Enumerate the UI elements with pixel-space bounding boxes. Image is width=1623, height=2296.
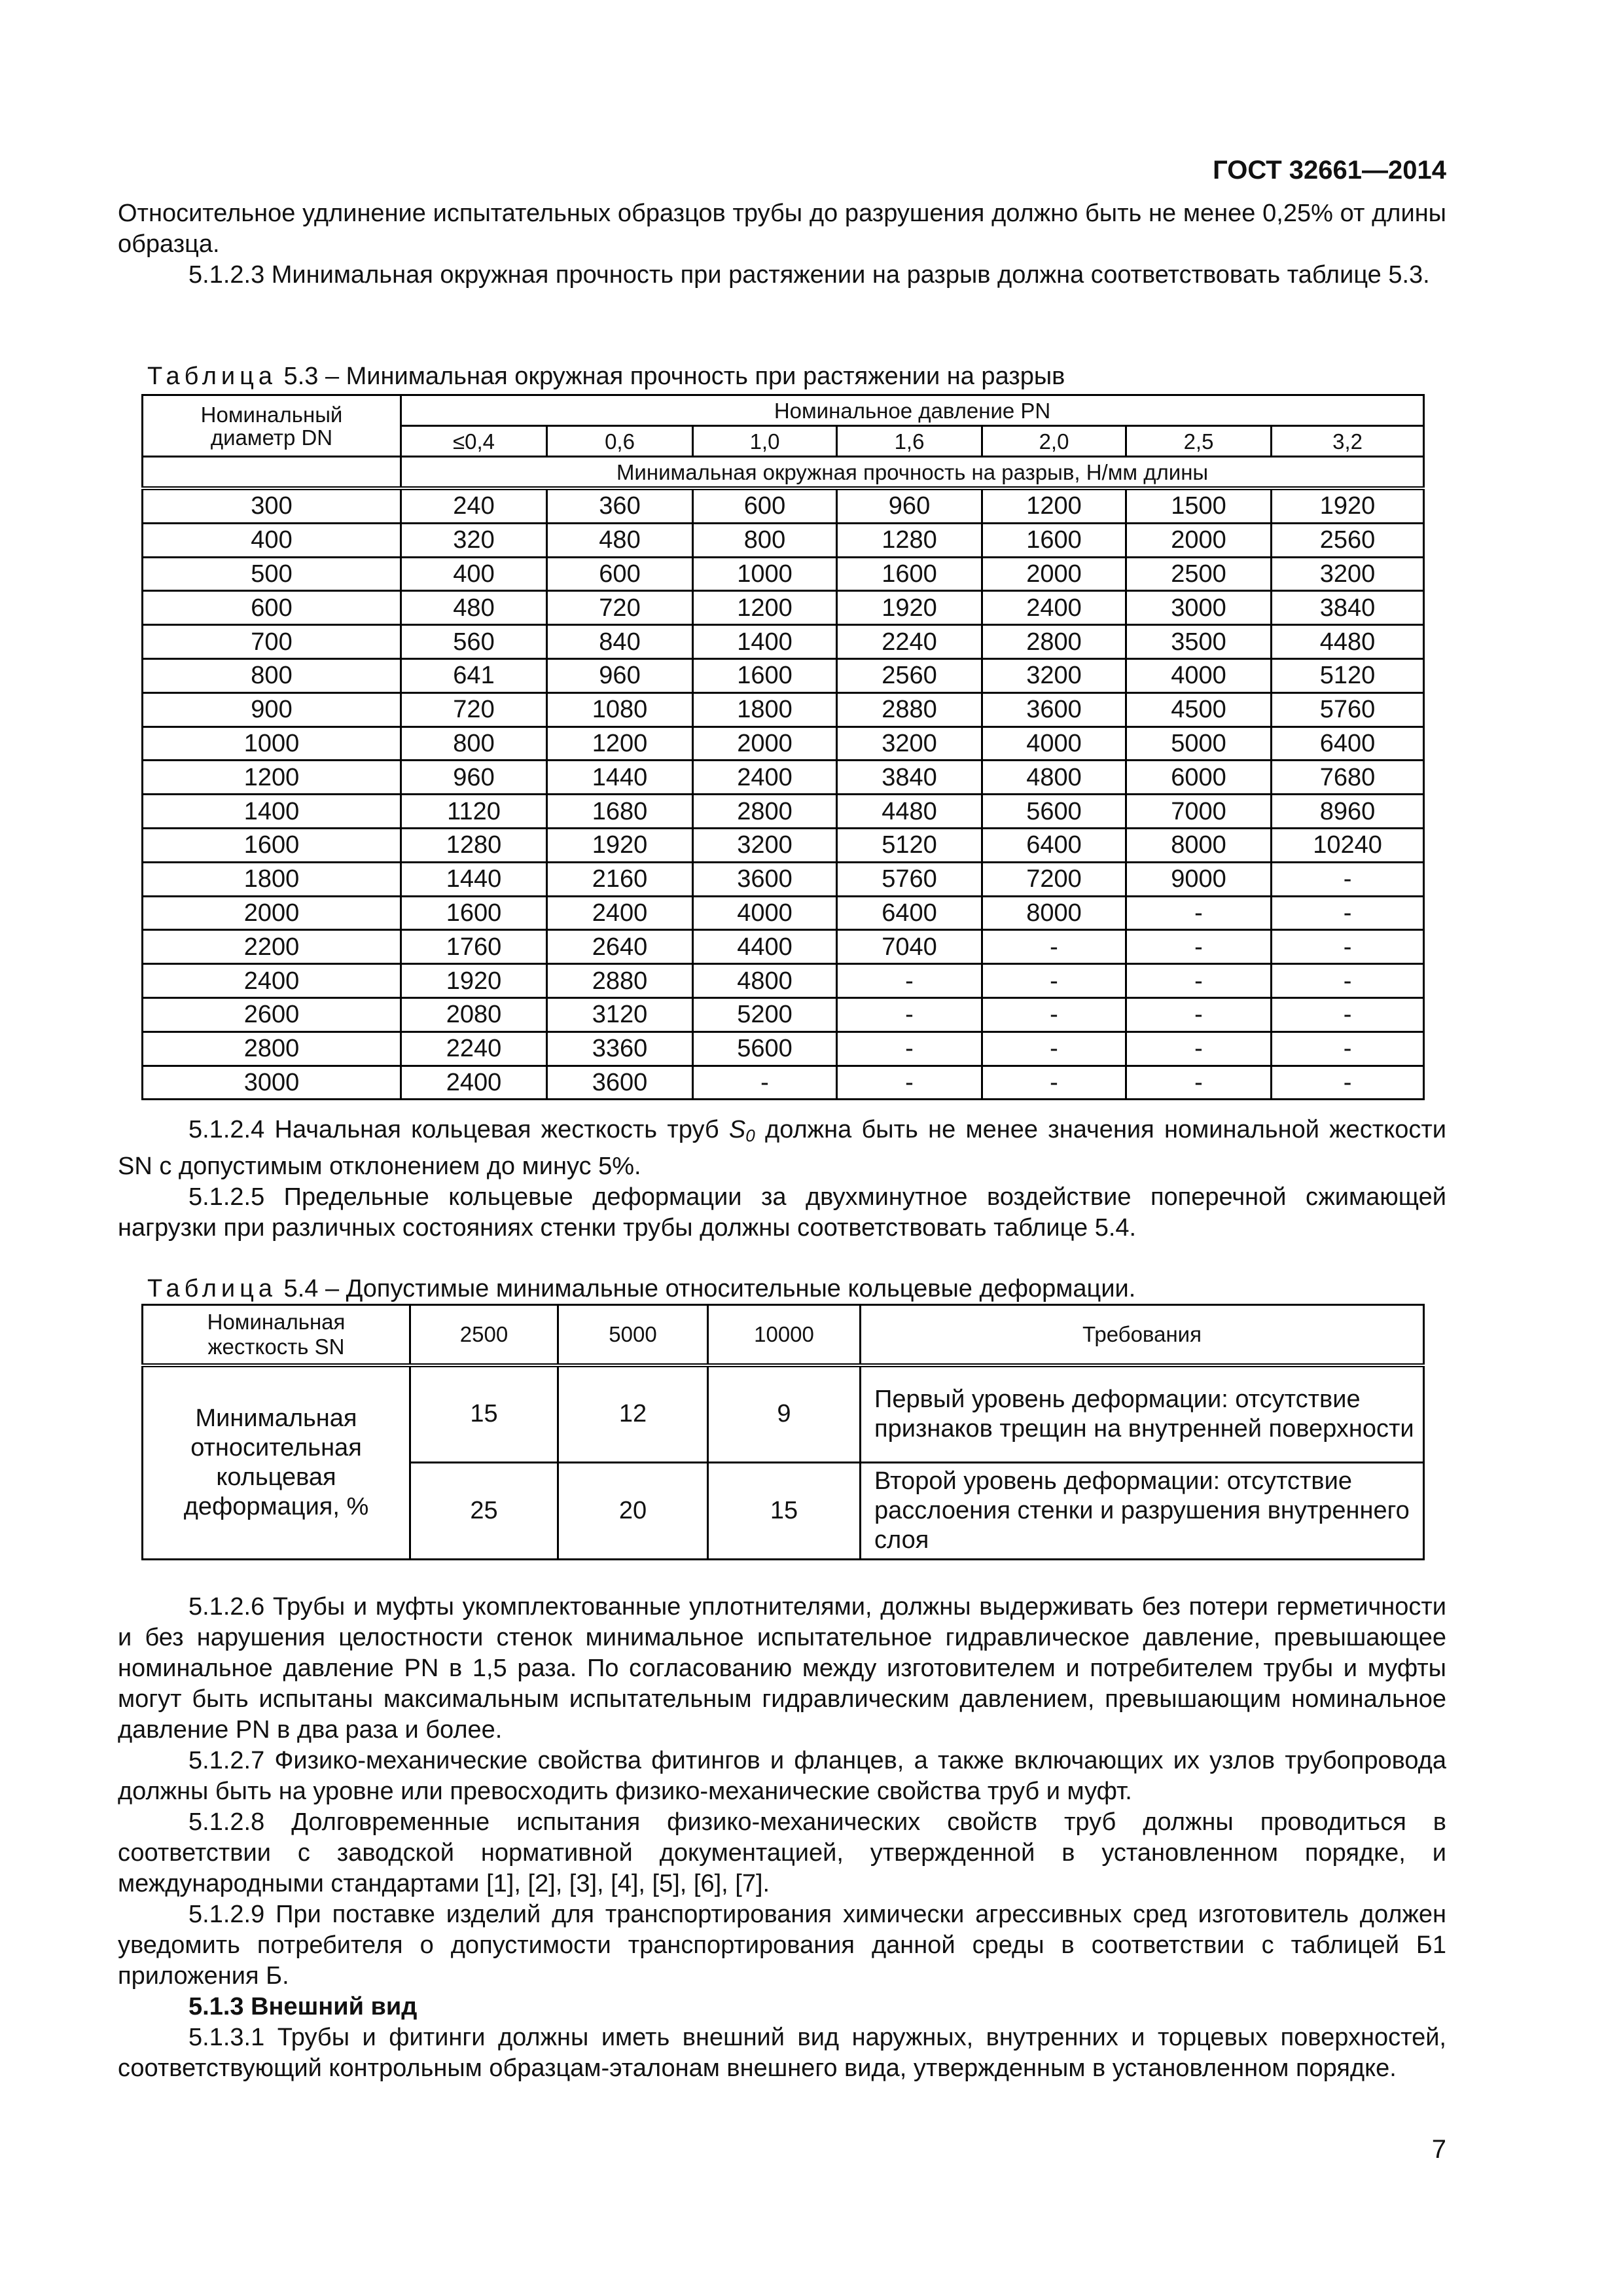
cell-strength: 1280 xyxy=(837,523,982,557)
table-row xyxy=(143,658,1424,692)
cell-strength: 560 xyxy=(401,625,547,659)
table-row xyxy=(143,896,1424,930)
paragraph-5-1-2-3: 5.1.2.3 Минимальная окружная прочность при растяжении на разрыв должна соответствовать таблице 5.3. xyxy=(188,261,1430,289)
cell-strength: 2240 xyxy=(837,625,982,659)
cell-strength: 4500 xyxy=(1126,692,1272,726)
cell-strength: - xyxy=(982,964,1126,998)
cell-requirement: Первый уровень деформации: отсутствие признаков трещин на внутренней поверхности xyxy=(861,1365,1424,1462)
table-row xyxy=(143,488,1424,523)
cell-strength: 5760 xyxy=(837,862,982,896)
cell-strength: 600 xyxy=(547,557,693,591)
cell-strength: 4480 xyxy=(1272,625,1424,659)
table-row xyxy=(143,964,1424,998)
cell-strength: - xyxy=(1272,896,1424,930)
paragraph-5-1-2-4: 5.1.2.4 Начальная кольцевая жесткость труб S0 должна быть не менее значения номинальной жесткости SN с допустимым отклонением до минус 5%. xyxy=(118,1116,1446,1180)
cell-strength: 1080 xyxy=(547,692,693,726)
cell-diameter: 1600 xyxy=(143,828,401,862)
cell-strength: 3840 xyxy=(1272,591,1424,625)
cell-strength: 3600 xyxy=(547,1066,693,1100)
paragraph-5-1-2-7: 5.1.2.7 Физико-механические свойства фитингов и фланцев, а также включающих их узлов трубопровода должны быть на уровне или превосходить физико-механические свойства труб и муфт. xyxy=(118,1747,1446,1805)
cell-strength: 2400 xyxy=(982,591,1126,625)
cell-strength: 1800 xyxy=(693,692,837,726)
header-pressure: 1,6 xyxy=(837,426,982,457)
cell-strength: 1200 xyxy=(547,726,693,761)
cell-strength: 4480 xyxy=(837,795,982,829)
cell-strength: 240 xyxy=(401,488,547,523)
cell-diameter: 2600 xyxy=(143,997,401,1031)
cell-strength: 960 xyxy=(401,761,547,795)
cell-strength: 5200 xyxy=(693,997,837,1031)
cell-strength: 320 xyxy=(401,523,547,557)
cell-strength: 10240 xyxy=(1272,828,1424,862)
header-pressure: 2,5 xyxy=(1126,426,1272,457)
table-row xyxy=(143,795,1424,829)
cell-strength: 2000 xyxy=(982,557,1126,591)
cell-strength: 5600 xyxy=(693,1031,837,1066)
cell-strength: 1440 xyxy=(547,761,693,795)
cell-strength: 480 xyxy=(547,523,693,557)
cell-diameter: 1800 xyxy=(143,862,401,896)
header-pressure: 3,2 xyxy=(1272,426,1424,457)
cell-strength: 2560 xyxy=(1272,523,1424,557)
header-spacer xyxy=(143,457,401,489)
cell-strength: - xyxy=(1272,930,1424,964)
cell-strength: 960 xyxy=(837,488,982,523)
cell-strength: 3000 xyxy=(1126,591,1272,625)
cell-strength: 600 xyxy=(693,488,837,523)
cell-strength: - xyxy=(982,1066,1126,1100)
cell-diameter: 2200 xyxy=(143,930,401,964)
cell-strength: 2000 xyxy=(1126,523,1272,557)
cell-strength: - xyxy=(1272,964,1424,998)
cell-strength: 1920 xyxy=(1272,488,1424,523)
cell-strength: 5000 xyxy=(1126,726,1272,761)
header-stiffness-10000: 10000 xyxy=(708,1305,861,1366)
cell-diameter: 2000 xyxy=(143,896,401,930)
cell-strength: - xyxy=(1126,1031,1272,1066)
cell-strength: - xyxy=(1126,997,1272,1031)
table-row xyxy=(143,726,1424,761)
header-nominal-diameter: Номинальный диаметр DN xyxy=(143,395,401,457)
cell-strength: - xyxy=(693,1066,837,1100)
cell-strength: 1920 xyxy=(401,964,547,998)
cell-strength: - xyxy=(1272,1031,1424,1066)
cell-strength: 4800 xyxy=(982,761,1126,795)
cell-value: 9 xyxy=(708,1365,861,1462)
caption-word: Таблица xyxy=(147,1275,277,1302)
header-stiffness-5000: 5000 xyxy=(558,1305,708,1366)
cell-diameter: 700 xyxy=(143,625,401,659)
cell-diameter: 800 xyxy=(143,658,401,692)
cell-value: 12 xyxy=(558,1365,708,1462)
cell-strength: 2880 xyxy=(837,692,982,726)
cell-strength: 360 xyxy=(547,488,693,523)
cell-strength: 1680 xyxy=(547,795,693,829)
cell-strength: 1920 xyxy=(547,828,693,862)
table-row xyxy=(143,557,1424,591)
cell-strength: 4000 xyxy=(982,726,1126,761)
cell-diameter: 2800 xyxy=(143,1031,401,1066)
table-row xyxy=(143,625,1424,659)
cell-strength: - xyxy=(1126,1066,1272,1100)
cell-strength: 1600 xyxy=(982,523,1126,557)
cell-strength: 3600 xyxy=(982,692,1126,726)
cell-strength: - xyxy=(837,1066,982,1100)
cell-strength: 2800 xyxy=(982,625,1126,659)
cell-strength: 6400 xyxy=(837,896,982,930)
cell-strength: 3200 xyxy=(982,658,1126,692)
caption-word: Таблица xyxy=(147,363,277,390)
cell-strength: 1200 xyxy=(982,488,1126,523)
cell-strength: 3600 xyxy=(693,862,837,896)
text-block-bottom xyxy=(118,1592,1446,2084)
cell-strength: 1000 xyxy=(693,557,837,591)
header-pressure: ≤0,4 xyxy=(401,426,547,457)
cell-strength: - xyxy=(982,930,1126,964)
cell-strength: 9000 xyxy=(1126,862,1272,896)
cell-strength: 2400 xyxy=(693,761,837,795)
page-number: 7 xyxy=(1431,2135,1446,2164)
cell-diameter: 500 xyxy=(143,557,401,591)
table-row xyxy=(143,692,1424,726)
cell-strength: 3200 xyxy=(1272,557,1424,591)
table-row xyxy=(143,591,1424,625)
cell-diameter: 1200 xyxy=(143,761,401,795)
cell-strength: - xyxy=(1272,1066,1424,1100)
cell-strength: 5120 xyxy=(837,828,982,862)
cell-strength: - xyxy=(1272,997,1424,1031)
cell-strength: - xyxy=(837,1031,982,1066)
cell-strength: 2880 xyxy=(547,964,693,998)
cell-strength: 2000 xyxy=(693,726,837,761)
cell-strength: 1600 xyxy=(693,658,837,692)
cell-strength: 400 xyxy=(401,557,547,591)
table-row xyxy=(143,761,1424,795)
cell-strength: 3840 xyxy=(837,761,982,795)
cell-strength: 480 xyxy=(401,591,547,625)
cell-strength: 7200 xyxy=(982,862,1126,896)
cell-value: 15 xyxy=(410,1365,558,1462)
text-block-middle xyxy=(118,1115,1446,1244)
cell-strength: 6000 xyxy=(1126,761,1272,795)
cell-strength: 1200 xyxy=(693,591,837,625)
cell-diameter: 300 xyxy=(143,488,401,523)
caption-text: 5.3 – Минимальная окружная прочность при растяжении на разрыв xyxy=(277,363,1065,390)
cell-strength: 1760 xyxy=(401,930,547,964)
cell-diameter: 2400 xyxy=(143,964,401,998)
cell-strength: 6400 xyxy=(1272,726,1424,761)
cell-strength: 3200 xyxy=(837,726,982,761)
cell-strength: 5120 xyxy=(1272,658,1424,692)
cell-strength: 2800 xyxy=(693,795,837,829)
cell-strength: 2560 xyxy=(837,658,982,692)
cell-strength: 2240 xyxy=(401,1031,547,1066)
cell-strength: 1500 xyxy=(1126,488,1272,523)
cell-diameter: 1000 xyxy=(143,726,401,761)
section-heading: 5.1.3 Внешний вид xyxy=(188,1993,418,2020)
table-5-3-caption xyxy=(147,362,1065,391)
cell-strength: - xyxy=(837,964,982,998)
document-code: ГОСТ 32661—2014 xyxy=(1213,156,1446,185)
header-pressure: 1,0 xyxy=(693,426,837,457)
cell-diameter: 3000 xyxy=(143,1066,401,1100)
cell-strength: 4000 xyxy=(693,896,837,930)
paragraph-5-1-2-5: 5.1.2.5 Предельные кольцевые деформации за двухминутное воздействие поперечной сжимающей нагрузки при различных состояниях стенки трубы должны соответствовать таблице 5.4. xyxy=(118,1183,1446,1242)
table-row xyxy=(143,523,1424,557)
cell-strength: 7680 xyxy=(1272,761,1424,795)
cell-strength: 1440 xyxy=(401,862,547,896)
cell-diameter: 600 xyxy=(143,591,401,625)
cell-strength: 2400 xyxy=(547,896,693,930)
table-5-4 xyxy=(141,1304,1425,1560)
cell-strength: 1920 xyxy=(837,591,982,625)
paragraph-5-1-2-6: 5.1.2.6 Трубы и муфты укомплектованные уплотнителями, должны выдерживать без потери герметичности и без нарушения целостности стенок минимальное испытательное гидравлическое давление, превышающее номинальное давление PN в 1,5 раза. По согласованию между изготовителем и потребителем трубы и муфты могут быть испытаны максимальным испытательным гидравлическим давлением, превышающим номинальное давление PN в два раза и более. xyxy=(118,1593,1446,1744)
cell-strength: - xyxy=(982,1031,1126,1066)
cell-strength: - xyxy=(982,997,1126,1031)
paragraph-5-1-3-1: 5.1.3.1 Трубы и фитинги должны иметь внешний вид наружных, внутренних и торцевых поверхностей, соответствующий контрольным образцам-эталонам внешнего вида, утвержденным в установленном порядке. xyxy=(118,2024,1446,2082)
table-5-3 xyxy=(141,394,1425,1100)
cell-strength: 1400 xyxy=(693,625,837,659)
table-row xyxy=(143,1031,1424,1066)
cell-strength: 720 xyxy=(401,692,547,726)
cell-strength: 3120 xyxy=(547,997,693,1031)
cell-strength: 3500 xyxy=(1126,625,1272,659)
table-row xyxy=(143,828,1424,862)
cell-strength: 800 xyxy=(401,726,547,761)
cell-strength: 4400 xyxy=(693,930,837,964)
cell-strength: 641 xyxy=(401,658,547,692)
cell-strength: 3360 xyxy=(547,1031,693,1066)
table-5-4-caption xyxy=(147,1274,1135,1303)
cell-strength: 800 xyxy=(693,523,837,557)
cell-value: 15 xyxy=(708,1462,861,1559)
table-row xyxy=(143,1066,1424,1100)
cell-diameter: 900 xyxy=(143,692,401,726)
table-row xyxy=(143,997,1424,1031)
cell-diameter: 1400 xyxy=(143,795,401,829)
paragraph-5-1-2-9: 5.1.2.9 При поставке изделий для транспортирования химически агрессивных сред изготовитель должен уведомить потребителя о допустимости транспортирования данной среды в соответствии с таблицей Б1 приложения Б. xyxy=(118,1901,1446,1990)
cell-diameter: 400 xyxy=(143,523,401,557)
cell-strength: 2080 xyxy=(401,997,547,1031)
text-block-top xyxy=(118,198,1446,291)
paragraph-elongation: Относительное удлинение испытательных образцов трубы до разрушения должно быть не менее 0,25% от длины образца. xyxy=(118,200,1446,258)
cell-strength: 6400 xyxy=(982,828,1126,862)
cell-strength: 4000 xyxy=(1126,658,1272,692)
cell-strength: 4800 xyxy=(693,964,837,998)
cell-value: 20 xyxy=(558,1462,708,1559)
cell-strength: 8000 xyxy=(982,896,1126,930)
cell-strength: 8000 xyxy=(1126,828,1272,862)
cell-strength: 720 xyxy=(547,591,693,625)
cell-strength: 1600 xyxy=(837,557,982,591)
cell-strength: 5600 xyxy=(982,795,1126,829)
paragraph-5-1-2-8: 5.1.2.8 Долговременные испытания физико-механических свойств труб должны проводиться в соответствии с заводской нормативной документацией, утвержденной в установленном порядке, и международными стандартами [1], [2], [3], [4], [5], [6], [7]. xyxy=(118,1808,1446,1897)
cell-strength: 7000 xyxy=(1126,795,1272,829)
cell-strength: 2500 xyxy=(1126,557,1272,591)
cell-strength: 2160 xyxy=(547,862,693,896)
header-requirements: Требования xyxy=(861,1305,1424,1366)
header-nominal-pressure: Номинальное давление PN xyxy=(401,395,1424,426)
cell-strength: 1280 xyxy=(401,828,547,862)
cell-strength: 3200 xyxy=(693,828,837,862)
cell-strength: - xyxy=(1126,896,1272,930)
header-pressure: 0,6 xyxy=(547,426,693,457)
cell-value: 25 xyxy=(410,1462,558,1559)
cell-strength: - xyxy=(837,997,982,1031)
cell-strength: 840 xyxy=(547,625,693,659)
cell-strength: 2400 xyxy=(401,1066,547,1100)
header-min-strength: Минимальная окружная прочность на разрыв, Н/мм длины xyxy=(401,457,1424,489)
cell-strength: 2640 xyxy=(547,930,693,964)
table-row xyxy=(143,862,1424,896)
table-row xyxy=(143,930,1424,964)
cell-strength: 5760 xyxy=(1272,692,1424,726)
cell-strength: - xyxy=(1126,930,1272,964)
cell-strength: - xyxy=(1126,964,1272,998)
row-label-deformation: Минимальная относительная кольцевая деформация, % xyxy=(143,1365,410,1559)
cell-strength: 1600 xyxy=(401,896,547,930)
cell-strength: 8960 xyxy=(1272,795,1424,829)
cell-strength: 1120 xyxy=(401,795,547,829)
header-pressure: 2,0 xyxy=(982,426,1126,457)
cell-strength: - xyxy=(1272,862,1424,896)
cell-strength: 7040 xyxy=(837,930,982,964)
cell-requirement: Второй уровень деформации: отсутствие расслоения стенки и разрушения внутреннего слоя xyxy=(861,1462,1424,1559)
header-nominal-stiffness: Номинальная жесткость SN xyxy=(143,1305,410,1366)
cell-strength: 960 xyxy=(547,658,693,692)
caption-text: 5.4 – Допустимые минимальные относительные кольцевые деформации. xyxy=(277,1275,1136,1302)
header-stiffness-2500: 2500 xyxy=(410,1305,558,1366)
